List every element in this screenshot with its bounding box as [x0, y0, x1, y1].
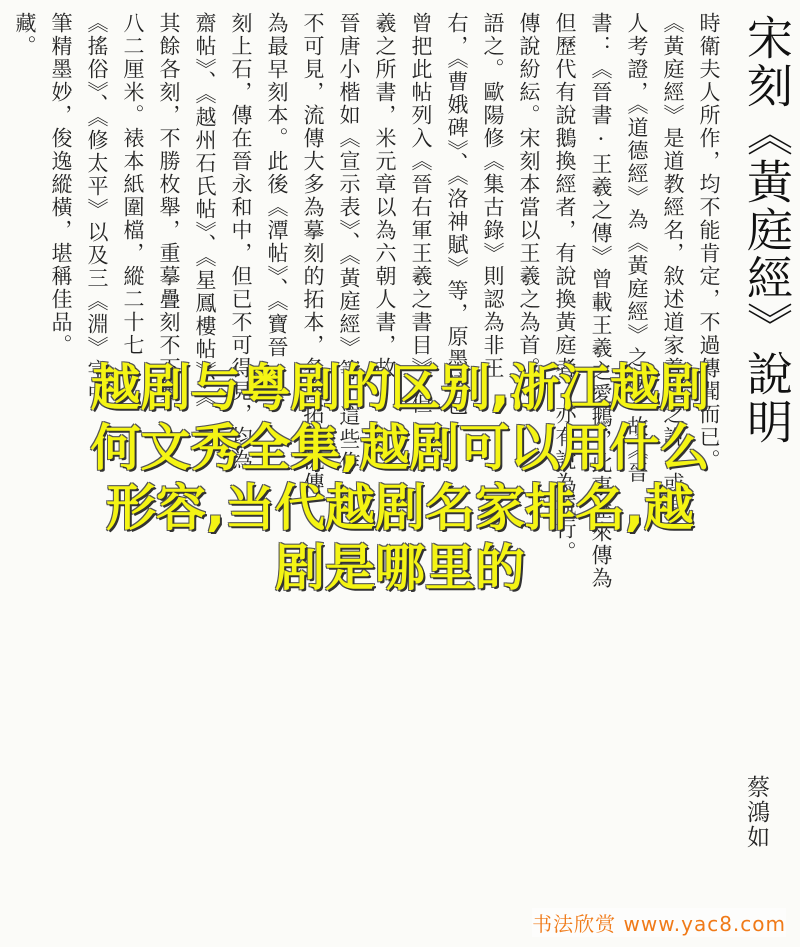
- text-column: 書：《晉書·王羲之傳》曾載王羲之愛鵝，此事歷來傳為: [589, 12, 613, 590]
- text-column: 時衛夫人所作，均不能肯定，不過傳聞而已。: [697, 12, 721, 472]
- text-column: 《搖俗》、《修太平》以及三《淵》字中: [85, 12, 109, 405]
- text-column: 為最早刻本。此後《潭帖》、《寶晉: [265, 12, 289, 359]
- text-column: 人考證，《道德經》為《黃庭經》之誤，故《晉: [625, 12, 649, 485]
- text-column: 《黃庭經》是道教經名，敘述道家養生之說，或為: [661, 12, 685, 518]
- text-column: 右，《曹娥碑》、《洛神賦》等，原墨迹已: [445, 12, 469, 418]
- site-watermark: 书法欣赏 www.yac8.com: [532, 908, 786, 937]
- text-column: 語之。歐陽修《集古錄》則認為非王: [481, 12, 505, 380]
- text-column: 晉唐小楷如《宣示表》、《黃庭經》等，這些作: [337, 12, 361, 474]
- author-signature: 蔡鴻如: [743, 775, 769, 850]
- headline-line: 形容,当代越剧名家排名,越: [106, 479, 694, 537]
- text-column: 齋帖》、《越州石氏帖》、《星鳳樓帖》、《: [193, 12, 217, 409]
- text-column: 藏。: [13, 12, 37, 58]
- document-title: 宋刻《黃庭經》說明: [740, 14, 794, 446]
- text-column: 筆精墨妙，俊逸縱橫，堪稱佳品。: [49, 12, 73, 357]
- text-column: 八二厘米。裱本紙圍檔，縱二十七: [121, 12, 145, 357]
- text-column: 傳說紛紜。宋刻本當以王羲之為首。: [517, 12, 541, 380]
- headline-line: 何文秀全集,越剧可以用什么: [90, 419, 710, 477]
- headline-line: 剧是哪里的: [275, 539, 525, 597]
- headline-overlay: [0, 358, 800, 598]
- text-column: 刻上石，傳在晉永和中，但已不可得見，均為: [229, 12, 253, 472]
- text-column: 其餘各刻，不勝枚舉，重摹疊刻不下數: [157, 12, 181, 403]
- text-column: 但歷代有說鵝換經者，有說換黃庭者，亦有說為流行。: [553, 12, 577, 564]
- text-column: 羲之所書，米元章以為六朝人書，故: [373, 12, 397, 380]
- text-column: 曾把此帖列入《晉右軍王羲之書目》，但: [409, 12, 433, 416]
- text-column: 不可見，流傳大多為摹刻的拓本，各種拓本流傳: [301, 12, 325, 495]
- headline-line: 越剧与粤剧的区别,浙江越剧: [90, 359, 710, 417]
